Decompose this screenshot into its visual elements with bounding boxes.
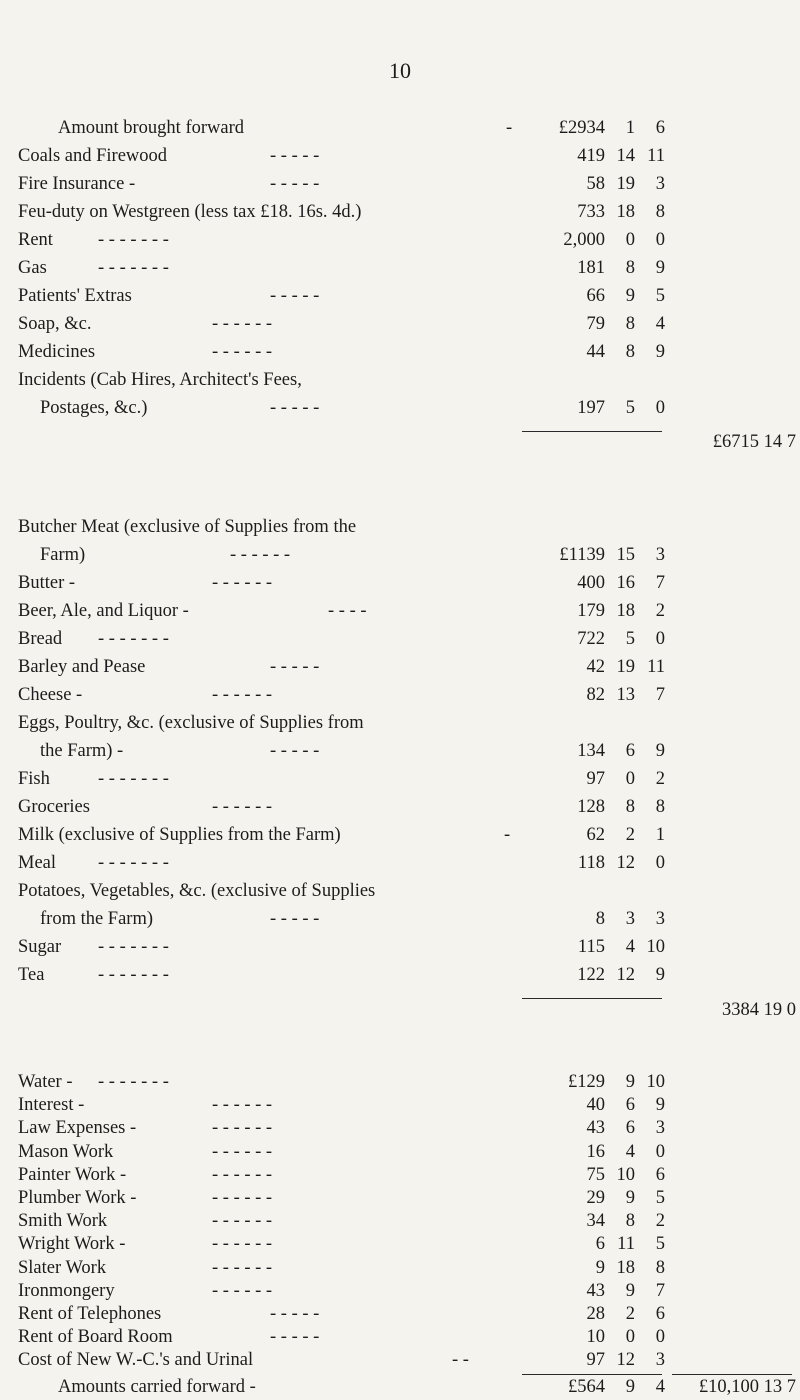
leader-dashes: - - - - - - — [212, 1257, 273, 1278]
ledger-row-wrap — [0, 709, 800, 737]
shillings: 13 — [616, 685, 635, 705]
leader-dashes: - - - - - - — [212, 1188, 273, 1208]
pounds: 181 — [577, 258, 605, 278]
pounds: 122 — [577, 965, 605, 985]
pounds: 8 — [595, 909, 605, 929]
pounds: 75 — [586, 1164, 605, 1185]
item-label: Cost of New W.-C.'s and Urinal — [18, 1350, 254, 1371]
leader-dashes: - - - - - - - — [98, 769, 169, 789]
ledger-row — [0, 737, 800, 765]
item-label: Rent — [18, 230, 53, 250]
shillings: 9 — [625, 1188, 635, 1208]
brought-forward-label: Amount brought forward — [58, 118, 244, 138]
shillings: 8 — [625, 342, 635, 362]
ledger-row — [0, 625, 800, 653]
leader-dashes: - - - - - - — [212, 685, 273, 705]
pounds: 733 — [577, 202, 605, 222]
pounds: 29 — [586, 1188, 605, 1208]
pence: 5 — [655, 1234, 665, 1255]
item-label: Postages, &c.) — [40, 398, 148, 418]
shillings: 19 — [616, 657, 635, 677]
shillings: 4 — [625, 1141, 635, 1162]
ledger-row — [0, 961, 800, 989]
pence: 7 — [655, 685, 665, 705]
pence: 3 — [655, 545, 665, 565]
subtotal-rule — [522, 431, 662, 432]
ledger-row — [0, 1117, 800, 1140]
carried-forward-row — [0, 1376, 800, 1398]
leader-dashes: - - - - - - — [212, 1118, 273, 1139]
shillings: 8 — [625, 258, 635, 278]
shillings: 12 — [616, 965, 635, 985]
ledger-row — [0, 653, 800, 681]
pounds: 79 — [586, 314, 605, 334]
pence: 9 — [655, 258, 665, 278]
item-label: Sugar — [18, 937, 62, 957]
pence: 3 — [655, 174, 665, 194]
item-label: Gas — [18, 258, 47, 278]
shillings: 4 — [625, 937, 635, 957]
pence: 0 — [655, 230, 665, 250]
pounds: 40 — [586, 1095, 605, 1116]
item-label: Butter - — [18, 573, 76, 593]
pence: 9 — [655, 741, 665, 761]
pence: 2 — [655, 769, 665, 789]
leader-dashes: - - - - - - — [212, 1164, 273, 1185]
shillings: 1 — [625, 118, 635, 138]
leader-dashes: - - - - - - — [212, 797, 273, 817]
shillings: 6 — [625, 741, 635, 761]
item-label: Fish — [18, 769, 50, 789]
shillings: 5 — [625, 398, 635, 418]
pence: 0 — [655, 853, 665, 873]
pounds: 10 — [586, 1327, 605, 1348]
brought-forward-row — [0, 114, 800, 142]
pounds: 43 — [586, 1280, 605, 1301]
leader-dashes: - - - - - — [270, 1304, 320, 1324]
pence: 0 — [655, 398, 665, 418]
pence: 2 — [655, 1211, 665, 1232]
ledger-row — [0, 338, 800, 366]
ledger-row — [0, 793, 800, 821]
shillings: 0 — [625, 230, 635, 250]
item-label: Milk (exclusive of Supplies from the Farm) — [18, 825, 341, 845]
leader-dashes: - - - - - - - — [98, 965, 169, 985]
leader-dashes: - - — [452, 1350, 469, 1371]
item-label: Patients' Extras — [18, 286, 132, 306]
pounds: 197 — [577, 398, 605, 418]
leader-dashes: - - - - - - - — [98, 937, 169, 957]
shillings: 9 — [625, 1072, 635, 1092]
leader-dashes: - - - - - — [270, 909, 320, 929]
pounds: 2,000 — [563, 230, 605, 250]
pounds: £1139 — [559, 545, 605, 565]
leader-dashes: - - - - - - - — [98, 1072, 169, 1092]
leader-dashes: - - - - - — [270, 657, 320, 677]
ledger-row — [0, 541, 800, 569]
item-label: Soap, &c. — [18, 314, 92, 334]
ledger-row — [0, 198, 800, 226]
shillings: 11 — [617, 1234, 635, 1255]
pounds: 9 — [595, 1257, 605, 1278]
ledger-row-wrap — [0, 366, 800, 394]
item-label: Barley and Pease — [18, 657, 146, 677]
pence: 9 — [655, 965, 665, 985]
item-label: Feu-duty on Westgreen (less tax £18. 16s. 4d.) — [18, 202, 362, 222]
leader-dashes: - — [504, 825, 511, 845]
leader-dashes: - - - - - - — [212, 1280, 273, 1301]
ledger-row — [0, 1233, 800, 1256]
shillings: 18 — [616, 1257, 635, 1278]
shillings: 19 — [616, 174, 635, 194]
pounds: 42 — [586, 657, 605, 677]
grand-total-rule — [672, 1374, 792, 1375]
ledger-row — [0, 1210, 800, 1233]
ledger-row — [0, 394, 800, 422]
item-label: Groceries — [18, 797, 90, 817]
leader-dashes: - - - - - - — [230, 545, 291, 565]
item-label: Interest - — [18, 1095, 85, 1116]
shillings: 9 — [625, 286, 635, 306]
shillings: 0 — [625, 1327, 635, 1348]
pence: 8 — [655, 1257, 665, 1278]
item-label: Rent of Telephones — [18, 1304, 162, 1324]
ledger-row-wrap — [0, 513, 800, 541]
leader-dashes: - - - - - - — [212, 573, 273, 593]
pence: 2 — [655, 601, 665, 621]
shillings: 10 — [616, 1164, 635, 1185]
ledger-row — [0, 1094, 800, 1117]
item-label: Beer, Ale, and Liquor - — [18, 601, 189, 621]
item-label: Slater Work — [18, 1257, 107, 1278]
pounds: 97 — [586, 769, 605, 789]
pounds: 419 — [577, 146, 605, 166]
shillings: 3 — [625, 909, 635, 929]
item-label: Painter Work - — [18, 1164, 127, 1185]
ledger-row — [0, 849, 800, 877]
item-label: Tea — [18, 965, 45, 985]
pounds: 58 — [586, 174, 605, 194]
subtotal-rule — [522, 998, 662, 999]
pounds: 62 — [586, 825, 605, 845]
ledger-row — [0, 170, 800, 198]
ledger-row — [0, 933, 800, 961]
item-label: from the Farm) — [40, 909, 154, 929]
shillings: 5 — [625, 629, 635, 649]
pounds: 179 — [577, 601, 605, 621]
pence: 6 — [655, 118, 665, 138]
leader-dashes: - - - - — [328, 601, 367, 621]
item-label: Farm) — [40, 545, 86, 565]
pence: 9 — [655, 342, 665, 362]
item-label: Potatoes, Vegetables, &c. (exclusive of Supplies — [18, 881, 376, 901]
leader-dashes: - - - - - — [270, 741, 320, 761]
shillings: 6 — [625, 1118, 635, 1139]
item-label: Coals and Firewood — [18, 146, 168, 166]
ledger-row — [0, 1141, 800, 1164]
leader-dashes: - - - - - - - — [98, 629, 169, 649]
item-label: Butcher Meat (exclusive of Supplies from the — [18, 517, 357, 537]
pence: 4 — [655, 1377, 665, 1397]
shillings: 0 — [625, 769, 635, 789]
shillings: 12 — [616, 1350, 635, 1371]
pence: 9 — [655, 1095, 665, 1116]
leader-dashes: - - - - - - — [212, 1095, 273, 1116]
shillings: 9 — [625, 1280, 635, 1301]
pence: 8 — [655, 202, 665, 222]
ledger-row — [0, 1164, 800, 1187]
item-label: Law Expenses - — [18, 1118, 137, 1139]
shillings: 14 — [616, 146, 635, 166]
ledger-row — [0, 597, 800, 625]
ledger-row-wrap — [0, 877, 800, 905]
leader-dashes: - - - - - - — [212, 342, 273, 362]
shillings: 2 — [625, 825, 635, 845]
item-label: Fire Insurance - — [18, 174, 136, 194]
item-label: Meal — [18, 853, 57, 873]
shillings: 2 — [625, 1304, 635, 1324]
pounds: 115 — [577, 937, 605, 957]
shillings: 8 — [625, 314, 635, 334]
pounds: 82 — [586, 685, 605, 705]
pence: 0 — [655, 629, 665, 649]
pence: 1 — [655, 825, 665, 845]
pounds: 28 — [586, 1304, 605, 1324]
item-label: Bread — [18, 629, 63, 649]
item-label: Plumber Work - — [18, 1188, 137, 1208]
pence: 0 — [655, 1141, 665, 1162]
leader-dashes: - - - - - - - — [98, 230, 169, 250]
ledger-row — [0, 1280, 800, 1303]
leader-dashes: - - - - - - — [212, 1141, 273, 1162]
item-label: Mason Work — [18, 1141, 114, 1162]
pence: 11 — [647, 146, 665, 166]
ledger-row — [0, 310, 800, 338]
pounds: £2934 — [558, 118, 605, 138]
pence: 8 — [655, 797, 665, 817]
pounds: 97 — [586, 1350, 605, 1371]
ledger-row — [0, 681, 800, 709]
ledger-row — [0, 1071, 800, 1094]
shillings: 12 — [616, 853, 635, 873]
section-total: £6715 14 7 — [712, 432, 796, 452]
pence: 5 — [655, 286, 665, 306]
item-label: Water - — [18, 1072, 73, 1092]
item-label: Eggs, Poultry, &c. (exclusive of Supplies from — [18, 713, 364, 733]
pounds: 6 — [595, 1234, 605, 1255]
leader-dashes: - - - - - — [270, 398, 320, 418]
pence: 10 — [646, 1072, 665, 1092]
leader-dashes: - - - - - — [270, 1327, 320, 1348]
pounds: £129 — [568, 1072, 605, 1092]
item-label: Incidents (Cab Hires, Architect's Fees, — [18, 370, 302, 390]
item-label: the Farm) - — [40, 741, 124, 761]
ledger-row — [0, 254, 800, 282]
pence: 6 — [655, 1304, 665, 1324]
pounds: 128 — [577, 797, 605, 817]
page-number: 10 — [389, 58, 411, 83]
shillings: 8 — [625, 797, 635, 817]
ledger-row — [0, 569, 800, 597]
pence: 0 — [655, 1327, 665, 1348]
ledger-row — [0, 765, 800, 793]
pounds: 44 — [586, 342, 605, 362]
shillings: 6 — [625, 1095, 635, 1116]
item-label: Smith Work — [18, 1211, 108, 1232]
leader-dashes: - - - - - - - — [98, 258, 169, 278]
leader-dashes: - - - - - — [270, 286, 320, 306]
leader-dashes: - - - - - — [270, 174, 320, 194]
shillings: 9 — [625, 1377, 635, 1397]
ledger-row — [0, 1349, 800, 1372]
shillings: 18 — [616, 601, 635, 621]
subtotal-rule — [522, 1374, 662, 1375]
leader-dashes: - - - - - - — [212, 1211, 273, 1232]
pence: 11 — [647, 657, 665, 677]
leader-dashes: - - - - - - — [212, 314, 273, 334]
item-label: Ironmongery — [18, 1280, 115, 1301]
ledger-row — [0, 1303, 800, 1326]
pence: 7 — [655, 1280, 665, 1301]
pounds: 400 — [577, 573, 605, 593]
item-label: Medicines — [18, 342, 96, 362]
pounds: 34 — [586, 1211, 605, 1232]
pounds: 118 — [577, 853, 605, 873]
pounds: £564 — [568, 1377, 605, 1397]
pounds: 16 — [586, 1141, 605, 1162]
ledger-row — [0, 142, 800, 170]
pounds: 66 — [586, 286, 605, 306]
shillings: 15 — [616, 545, 635, 565]
item-label: Rent of Board Room — [18, 1327, 173, 1348]
ledger-row — [0, 905, 800, 933]
carried-forward-label: Amounts carried forward - — [58, 1377, 256, 1397]
shillings: 18 — [616, 202, 635, 222]
pence: 6 — [655, 1164, 665, 1185]
item-label: Cheese - — [18, 685, 83, 705]
ledger-row — [0, 1326, 800, 1349]
shillings: 16 — [616, 573, 635, 593]
shillings: 8 — [625, 1211, 635, 1232]
pence: 5 — [655, 1188, 665, 1208]
leader-dashes: - - - - - - — [212, 1234, 273, 1255]
leader-dashes: - - - - - — [270, 146, 320, 166]
ledger-row — [0, 821, 800, 849]
pence: 10 — [646, 937, 665, 957]
pence: 3 — [655, 909, 665, 929]
brought-forward-dash: - — [506, 118, 513, 138]
item-label: Wright Work - — [18, 1234, 126, 1255]
grand-total: £10,100 13 7 — [698, 1377, 796, 1397]
pence: 3 — [655, 1118, 665, 1139]
pounds: 43 — [586, 1118, 605, 1139]
pence: 4 — [655, 314, 665, 334]
ledger-row — [0, 226, 800, 254]
pounds: 134 — [577, 741, 605, 761]
pence: 7 — [655, 573, 665, 593]
ledger-row — [0, 282, 800, 310]
pence: 3 — [655, 1350, 665, 1371]
ledger-row — [0, 1257, 800, 1280]
pounds: 722 — [577, 629, 605, 649]
section-total: 3384 19 0 — [722, 1000, 796, 1020]
leader-dashes: - - - - - - - — [98, 853, 169, 873]
ledger-row — [0, 1187, 800, 1210]
